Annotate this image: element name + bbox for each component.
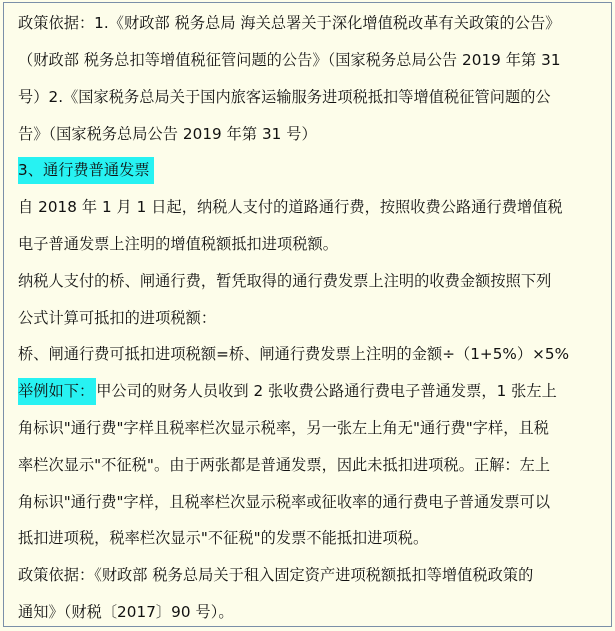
example-line-2: 角标识"通行费"字样且税率栏次显示税率，另一张左上角无"通行费"字样，且税 [18, 418, 549, 437]
example-text-1: 甲公司的财务人员收到 2 张收费公路通行费电子普通发票，1 张左上 [96, 382, 557, 401]
bridge-toll-line-1: 纳税人支付的桥、闸通行费，暂凭取得的通行费发票上注明的收费金额按照下列 [18, 271, 552, 290]
policy-basis-line-4: 告》（国家税务总局公告 2019 年第 31 号） [18, 124, 317, 143]
example-label: 举例如下： [18, 378, 96, 405]
policy-basis-line-3: 号）2.《国家税务总局关于国内旅客运输服务进项税抵扣等增值税征管问题的公 [18, 87, 551, 106]
document-body [18, 4, 606, 627]
policy-basis-2-line-1: 政策依据：《财政部 税务总局关于租入固定资产进项税额抵扣等增值税政策的 [18, 566, 534, 585]
policy-basis-line-2: （财政部 税务总扣等增值税征管问题的公告》（国家税务总局公告 2019 年第 31 [18, 51, 561, 69]
toll-rule-line-1: 自 2018 年 1 月 1 日起，纳税人支付的道路通行费，按照收费公路通行费增值税 [18, 198, 563, 217]
policy-basis-line-1: 政策依据：1.《财政部 税务总局 海关总署关于深化增值税改革有关政策的公告》 [18, 14, 561, 32]
toll-rule-line-2: 电子普通发票上注明的增值税额抵扣进项税额。 [18, 234, 338, 253]
example-line-3: 率栏次显示"不征税"。由于两张都是普通发票，因此未抵扣进项税。正解：左上 [18, 455, 551, 474]
example-line-5: 抵扣进项税，税率栏次显示"不征税"的发票不能抵扣进项税。 [18, 529, 429, 548]
bridge-toll-line-2: 公式计算可抵扣的进项税额： [18, 308, 217, 327]
example-line-1 [18, 373, 606, 410]
formula-line: 桥、闸通行费可抵扣进项税额=桥、闸通行费发票上注明的金额÷（1+5%）×5% [18, 345, 570, 364]
example-line-4: 角标识"通行费"字样，且税率栏次显示税率或征收率的通行费电子普通发票可以 [18, 492, 551, 511]
section-heading-toll-invoice: 3、通行费普通发票 [18, 157, 154, 184]
section-heading-row [18, 152, 606, 189]
policy-basis-2-line-2: 通知》（财税〔2017〕90 号）。 [18, 602, 234, 621]
document-page [3, 2, 612, 627]
